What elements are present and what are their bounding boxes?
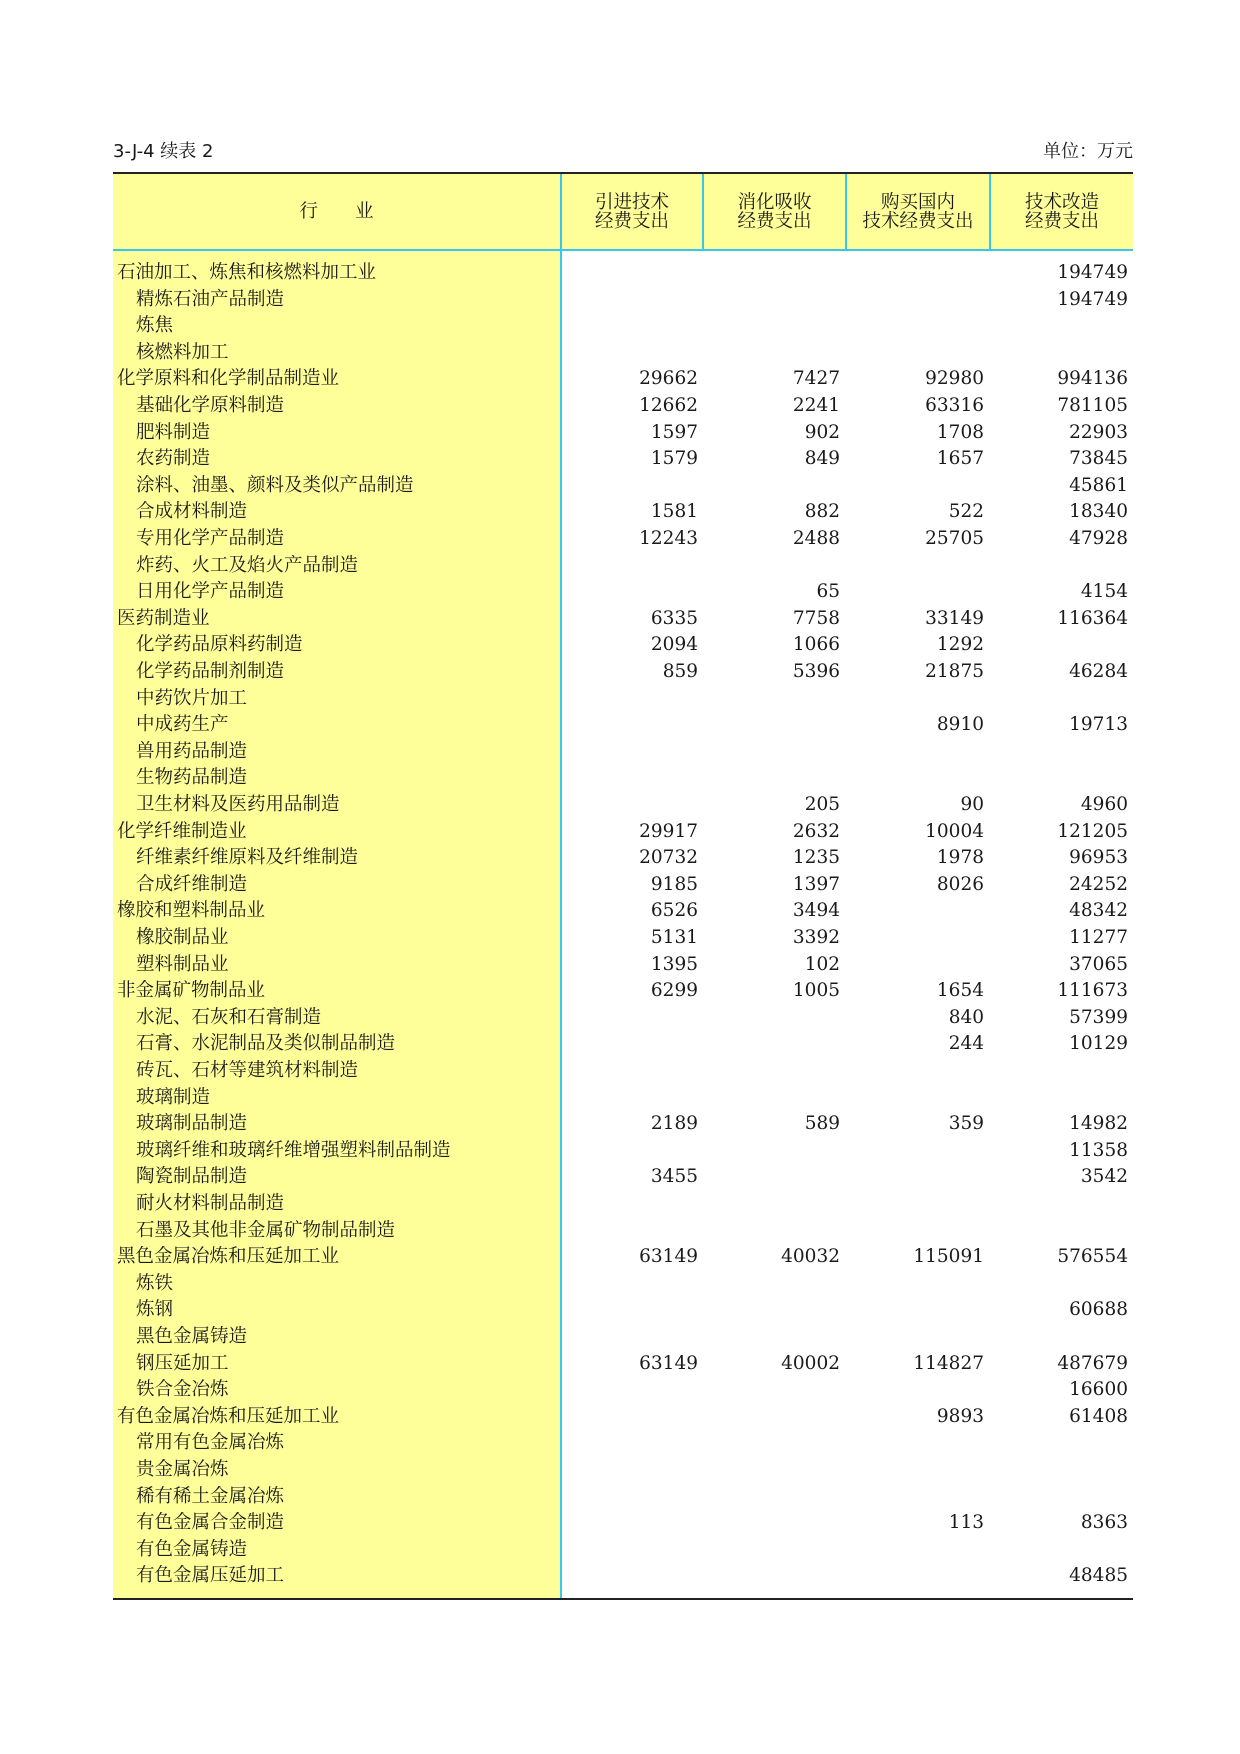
table-row	[113, 526, 1133, 553]
value-cell-c1: 6299	[650, 980, 698, 1002]
value-cell-c2: 902	[804, 421, 840, 443]
value-cell-c2: 2488	[792, 528, 840, 549]
value-cell-c4: 18340	[1069, 501, 1128, 523]
table-row	[113, 1138, 1133, 1165]
value-cell-c3: 63316	[925, 395, 984, 416]
table-row	[113, 1430, 1133, 1457]
industry-name: 有色金属压延加工	[136, 1565, 285, 1587]
table-row	[113, 499, 1133, 526]
table-row	[113, 1271, 1133, 1298]
value-cell-c3: 1657	[936, 448, 984, 470]
industry-name: 玻璃制品制造	[136, 1113, 248, 1135]
value-cell-c3: 33149	[925, 607, 984, 629]
industry-name: 涂料、油墨、颜料及类似产品制造	[136, 474, 414, 496]
value-cell-c2: 1066	[792, 634, 840, 656]
value-cell-c1: 6335	[650, 607, 698, 629]
industry-name: 生物药品制造	[136, 767, 248, 789]
value-cell-c1: 2094	[650, 634, 698, 656]
industry-name: 石墨及其他非金属矿物制品制造	[136, 1219, 396, 1241]
table-row	[113, 1324, 1133, 1351]
value-cell-c3: 92980	[925, 368, 984, 390]
value-cell-c2: 65	[816, 581, 840, 603]
value-cell-c1: 29662	[639, 368, 698, 390]
value-cell-c1: 859	[662, 661, 698, 682]
industry-name: 黑色金属铸造	[136, 1326, 248, 1347]
header-col-2: 消化吸收 经费支出	[737, 191, 812, 232]
industry-name: 炼铁	[136, 1272, 174, 1294]
data-table	[113, 172, 1133, 1600]
value-cell-c3: 21875	[925, 661, 984, 682]
value-cell-c4: 11358	[1069, 1139, 1128, 1161]
industry-name: 基础化学原料制造	[136, 395, 285, 416]
value-cell-c4: 121205	[1057, 820, 1128, 842]
value-cell-c4: 116364	[1057, 607, 1128, 629]
industry-name: 合成材料制造	[136, 501, 248, 523]
value-cell-c1: 20732	[639, 847, 698, 869]
value-cell-c4: 487679	[1057, 1352, 1128, 1374]
value-cell-c1: 1581	[650, 501, 698, 523]
value-cell-c1: 1597	[650, 421, 698, 443]
industry-name: 肥料制造	[136, 421, 211, 443]
value-cell-c2: 882	[804, 501, 840, 523]
industry-name: 化学原料和化学制品制造业	[117, 368, 340, 390]
value-cell-c4: 11277	[1069, 927, 1128, 948]
value-cell-c4: 194749	[1057, 262, 1128, 283]
table-row	[113, 1218, 1133, 1245]
value-cell-c4: 96953	[1069, 847, 1128, 869]
value-cell-c2: 1235	[792, 847, 840, 869]
value-cell-c3: 1292	[936, 634, 984, 656]
industry-name: 兽用药品制造	[136, 740, 248, 762]
table-row	[113, 739, 1133, 766]
value-cell-c4: 14982	[1069, 1113, 1128, 1135]
industry-name: 稀有稀土金属冶炼	[136, 1485, 285, 1507]
table-row	[113, 553, 1133, 580]
value-cell-c1: 63149	[639, 1246, 698, 1268]
table-row	[113, 1058, 1133, 1085]
value-cell-c3: 8910	[936, 714, 984, 736]
industry-name: 石油加工、炼焦和核燃料加工业	[117, 262, 377, 283]
value-cell-c4: 576554	[1057, 1246, 1128, 1268]
table-row	[113, 340, 1133, 367]
value-cell-c1: 2189	[650, 1113, 698, 1135]
value-cell-c2: 40002	[781, 1352, 840, 1374]
table-row	[113, 366, 1133, 393]
value-cell-c1: 3455	[650, 1166, 698, 1188]
table-row	[113, 1031, 1133, 1058]
table-row	[113, 1351, 1133, 1378]
table-row	[113, 952, 1133, 979]
value-cell-c1: 29917	[639, 820, 698, 842]
table-row	[113, 606, 1133, 633]
value-cell-c4: 111673	[1057, 980, 1128, 1002]
value-cell-c2: 3392	[792, 927, 840, 948]
industry-name: 陶瓷制品制造	[136, 1166, 248, 1188]
value-cell-c2: 7427	[792, 368, 840, 390]
value-cell-c4: 45861	[1069, 474, 1128, 496]
value-cell-c3: 522	[948, 501, 984, 523]
value-cell-c2: 102	[804, 953, 840, 975]
value-cell-c3: 113	[948, 1512, 984, 1534]
table-row	[113, 1297, 1133, 1324]
value-cell-c2: 589	[804, 1113, 840, 1135]
industry-name: 石膏、水泥制品及类似制品制造	[136, 1033, 396, 1055]
value-cell-c4: 60688	[1069, 1299, 1128, 1321]
industry-name: 有色金属铸造	[136, 1538, 248, 1560]
value-cell-c2: 1397	[792, 873, 840, 895]
table-row	[113, 845, 1133, 872]
value-cell-c4: 194749	[1057, 288, 1128, 310]
value-cell-c4: 61408	[1069, 1405, 1128, 1427]
industry-name: 化学纤维制造业	[117, 820, 247, 842]
value-cell-c4: 48485	[1069, 1565, 1128, 1587]
unit-label: 单位：万元	[1043, 141, 1133, 162]
table-row	[113, 1484, 1133, 1511]
industry-name: 合成纤维制造	[136, 873, 248, 895]
value-cell-c3: 1654	[936, 980, 984, 1002]
table-row	[113, 1111, 1133, 1138]
industry-name: 炼焦	[136, 315, 174, 337]
table-row	[113, 1085, 1133, 1112]
value-cell-c3: 244	[948, 1033, 984, 1055]
value-cell-c2: 3494	[792, 900, 840, 922]
table-row	[113, 819, 1133, 846]
value-cell-c1: 1579	[650, 448, 698, 470]
value-cell-c4: 73845	[1069, 448, 1128, 470]
value-cell-c2: 849	[804, 448, 840, 470]
value-cell-c4: 4154	[1080, 581, 1128, 603]
value-cell-c3: 359	[948, 1113, 984, 1135]
value-cell-c4: 22903	[1069, 421, 1128, 443]
value-cell-c1: 5131	[650, 927, 698, 948]
industry-name: 有色金属冶炼和压延加工业	[117, 1405, 340, 1427]
table-row	[113, 473, 1133, 500]
table-row	[113, 1377, 1133, 1404]
value-cell-c4: 16600	[1069, 1379, 1128, 1401]
table-id: 3-J-4 续表 2	[113, 141, 214, 162]
table-row	[113, 872, 1133, 899]
industry-name: 塑料制品业	[136, 953, 229, 975]
industry-name: 医药制造业	[117, 607, 210, 629]
header-industry: 行 业	[299, 201, 374, 222]
industry-name: 橡胶和塑料制品业	[117, 900, 266, 922]
table-row	[113, 1191, 1133, 1218]
value-cell-c4: 10129	[1069, 1033, 1128, 1055]
table-row	[113, 765, 1133, 792]
value-cell-c4: 48342	[1069, 900, 1128, 922]
table-row	[113, 579, 1133, 606]
industry-name: 精炼石油产品制造	[136, 288, 285, 310]
industry-name: 卫生材料及医药用品制造	[136, 794, 340, 815]
industry-name: 玻璃纤维和玻璃纤维增强塑料制品制造	[136, 1139, 451, 1161]
header-col-3: 购买国内 技术经费支出	[862, 191, 974, 232]
value-cell-c2: 205	[804, 794, 840, 815]
value-cell-c3: 9893	[936, 1405, 984, 1427]
table-row	[113, 978, 1133, 1005]
industry-name: 耐火材料制品制造	[136, 1193, 285, 1214]
value-cell-c4: 994136	[1057, 368, 1128, 390]
industry-name: 中药饮片加工	[136, 687, 248, 709]
industry-name: 非金属矿物制品业	[117, 980, 266, 1002]
table-row	[113, 446, 1133, 473]
table-row	[113, 632, 1133, 659]
table-row	[113, 1563, 1133, 1590]
value-cell-c3: 25705	[925, 528, 984, 549]
table-row	[113, 313, 1133, 340]
table-row	[113, 1510, 1133, 1537]
value-cell-c1: 9185	[650, 873, 698, 895]
table-row	[113, 1244, 1133, 1271]
table-row	[113, 1005, 1133, 1032]
industry-name: 中成药生产	[136, 714, 229, 736]
value-cell-c3: 1978	[936, 847, 984, 869]
table-row	[113, 287, 1133, 314]
value-cell-c1: 12662	[639, 395, 698, 416]
industry-name: 常用有色金属冶炼	[136, 1432, 285, 1454]
value-cell-c3: 10004	[925, 820, 984, 842]
table-row	[113, 792, 1133, 819]
industry-name: 炼钢	[136, 1299, 174, 1321]
table-row	[113, 712, 1133, 739]
table-row	[113, 659, 1133, 686]
table-row	[113, 1404, 1133, 1431]
value-cell-c4: 46284	[1069, 661, 1128, 682]
value-cell-c4: 47928	[1069, 528, 1128, 549]
industry-name: 日用化学产品制造	[136, 581, 285, 603]
industry-name: 炸药、火工及焰火产品制造	[136, 554, 359, 576]
industry-name: 铁合金冶炼	[136, 1379, 229, 1401]
value-cell-c3: 1708	[936, 421, 984, 443]
value-cell-c2: 40032	[781, 1246, 840, 1268]
value-cell-c1: 63149	[639, 1352, 698, 1374]
header-col-1: 引进技术 经费支出	[594, 191, 669, 232]
value-cell-c3: 115091	[913, 1246, 984, 1268]
table-row	[113, 1164, 1133, 1191]
industry-name: 黑色金属冶炼和压延加工业	[117, 1246, 340, 1268]
industry-name: 核燃料加工	[136, 341, 229, 363]
value-cell-c3: 114827	[913, 1352, 984, 1374]
table-header-line	[113, 137, 1133, 162]
value-cell-c3: 8026	[936, 873, 984, 895]
value-cell-c4: 4960	[1080, 794, 1128, 815]
table-row	[113, 420, 1133, 447]
value-cell-c3: 840	[948, 1006, 984, 1028]
industry-name: 农药制造	[136, 448, 211, 470]
value-cell-c2: 1005	[792, 980, 840, 1002]
industry-name: 化学药品原料药制造	[136, 634, 303, 656]
industry-name: 砖瓦、石材等建筑材料制造	[136, 1060, 359, 1081]
industry-name: 玻璃制造	[136, 1086, 211, 1108]
table-row	[113, 1537, 1133, 1564]
table-row	[113, 898, 1133, 925]
industry-name: 化学药品制剂制造	[136, 661, 285, 682]
value-cell-c2: 7758	[792, 607, 840, 629]
header-separator	[113, 249, 1133, 251]
value-cell-c3: 90	[960, 794, 984, 815]
industry-name: 水泥、石灰和石膏制造	[136, 1006, 322, 1028]
industry-name: 贵金属冶炼	[136, 1459, 229, 1480]
value-cell-c4: 781105	[1057, 395, 1128, 416]
value-cell-c2: 2241	[792, 395, 840, 416]
value-cell-c4: 57399	[1069, 1006, 1128, 1028]
value-cell-c2: 5396	[792, 661, 840, 682]
industry-name: 有色金属合金制造	[136, 1512, 285, 1534]
industry-name: 橡胶制品业	[136, 927, 229, 948]
industry-name: 钢压延加工	[136, 1352, 229, 1374]
value-cell-c4: 37065	[1069, 953, 1128, 975]
value-cell-c4: 3542	[1080, 1166, 1128, 1188]
table-row	[113, 925, 1133, 952]
industry-name: 专用化学产品制造	[136, 528, 285, 549]
table-row	[113, 260, 1133, 287]
value-cell-c4: 8363	[1080, 1512, 1128, 1534]
value-cell-c1: 12243	[639, 528, 698, 549]
value-cell-c1: 1395	[650, 953, 698, 975]
industry-name: 纤维素纤维原料及纤维制造	[136, 847, 359, 869]
table-row	[113, 393, 1133, 420]
table-row	[113, 1457, 1133, 1484]
value-cell-c4: 24252	[1069, 873, 1128, 895]
table-row	[113, 686, 1133, 713]
header-col-4: 技术改造 经费支出	[1024, 191, 1099, 232]
value-cell-c1: 6526	[650, 900, 698, 922]
value-cell-c2: 2632	[792, 820, 840, 842]
value-cell-c4: 19713	[1069, 714, 1128, 736]
